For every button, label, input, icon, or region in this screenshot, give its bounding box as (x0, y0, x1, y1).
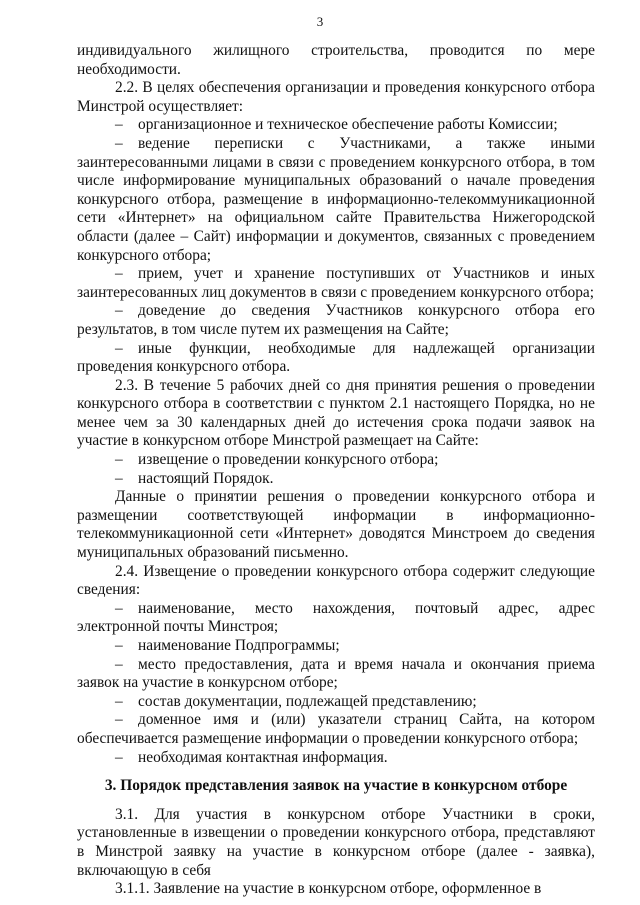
paragraph: Данные о принятии решения о проведении конкурсного отбора и размещении соответствующей информации в информационно-телекоммуникационной сети «Интернет» доводятся Минстроем до сведения муниципальных образований письменно. (77, 488, 595, 562)
dash-bullet: – (115, 116, 123, 134)
list-item-text: прием, учет и хранение поступивших от Участников и иных заинтересованных лиц документов в связи с проведением конкурсного отбора; (77, 265, 595, 301)
list-item (77, 135, 595, 265)
dash-bullet: – (115, 451, 123, 469)
list-item (77, 749, 595, 768)
section-heading: 3. Порядок представления заявок на участие в конкурсном отборе (104, 777, 568, 795)
paragraph: индивидуального жилищного строительства, проводится по мере необходимости. (77, 42, 595, 78)
list-item (77, 656, 595, 693)
dash-bullet: – (115, 469, 123, 487)
list-item-text: наименование, место нахождения, почтовый адрес, адрес электронной почты Минстроя; (77, 599, 595, 636)
list-item (77, 600, 595, 637)
paragraph: 3.1. Для участия в конкурсном отборе Участники в сроки, установленные в извещении о проведении конкурсного отбора, представляют в Минстрой заявку на участие в конкурсном отборе (далее - заявка), включающую в себя (77, 805, 595, 879)
page-number: 3 (316, 14, 324, 29)
list-item-text: состав документации, подлежащей представлению; (138, 692, 477, 710)
list-item-text: организационное и техническое обеспечение работы Комиссии; (138, 116, 558, 134)
list-item (77, 637, 595, 656)
list-item-text: место предоставления, дата и время начала и окончания приема заявок на участие в конкурсном отборе; (77, 655, 595, 692)
dash-bullet: – (115, 655, 123, 673)
list-item-text: извещение о проведении конкурсного отбора; (138, 451, 439, 469)
list-item-text: доведение до сведения Участников конкурсного отбора его результатов, в том числе путем их размещения на Сайте; (77, 302, 595, 338)
dash-bullet: – (115, 134, 123, 152)
paragraph: 2.2. В целях обеспечения организации и проведения конкурсного отбора Минстрой осуществляет: (77, 79, 595, 115)
dash-bullet: – (115, 711, 123, 729)
dash-bullet: – (115, 302, 123, 320)
list-item (77, 693, 595, 712)
list-item (77, 116, 595, 135)
paragraph: 2.4. Извещение о проведении конкурсного отбора содержит следующие сведения: (77, 562, 595, 599)
dash-bullet: – (115, 692, 123, 710)
list-item (77, 265, 595, 302)
document-body (77, 42, 595, 899)
list-item (77, 711, 595, 748)
list-item (77, 302, 595, 339)
dash-bullet: – (115, 599, 123, 617)
dash-bullet: – (115, 265, 123, 283)
list-item (77, 340, 595, 377)
list-item-text: необходимая контактная информация. (138, 748, 388, 766)
paragraph: 3.1.1. Заявление на участие в конкурсном отборе, оформленное в (115, 880, 542, 898)
dash-bullet: – (115, 637, 123, 654)
dash-bullet: – (115, 748, 123, 766)
list-item-text: ведение переписки с Участниками, а также иными заинтересованными лицами в связи с проведением конкурсного отбора, в том числе информирование муниципальных образований о начале проведения конкурсного отбора, размещение в информационно-телекоммуникационной сети «Интернет» на официальном сайте Правительства Нижегородской области (далее – Сайт) информации и документов, связанных с проведением конкурсного отбора; (77, 134, 595, 264)
paragraph: 2.3. В течение 5 рабочих дней со дня принятия решения о проведении конкурсного отбора в соответствии с пунктом 2.1 настоящего Порядка, но не менее чем за 30 календарных дней до истечения срока подачи заявок на участие в конкурсном отборе Минстрой размещает на Сайте: (77, 376, 595, 450)
list-item (77, 451, 595, 470)
list-item-text: настоящий Порядок. (138, 469, 274, 487)
dash-bullet: – (115, 339, 123, 357)
list-item (77, 470, 595, 489)
list-item-text: доменное имя и (или) указатели страниц Сайта, на котором обеспечивается размещение информации о проведении конкурсного отбора; (77, 711, 595, 747)
list-item-text: наименование Подпрограммы; (138, 637, 340, 654)
list-item-text: иные функции, необходимые для надлежащей организации проведения конкурсного отбора. (77, 339, 595, 376)
